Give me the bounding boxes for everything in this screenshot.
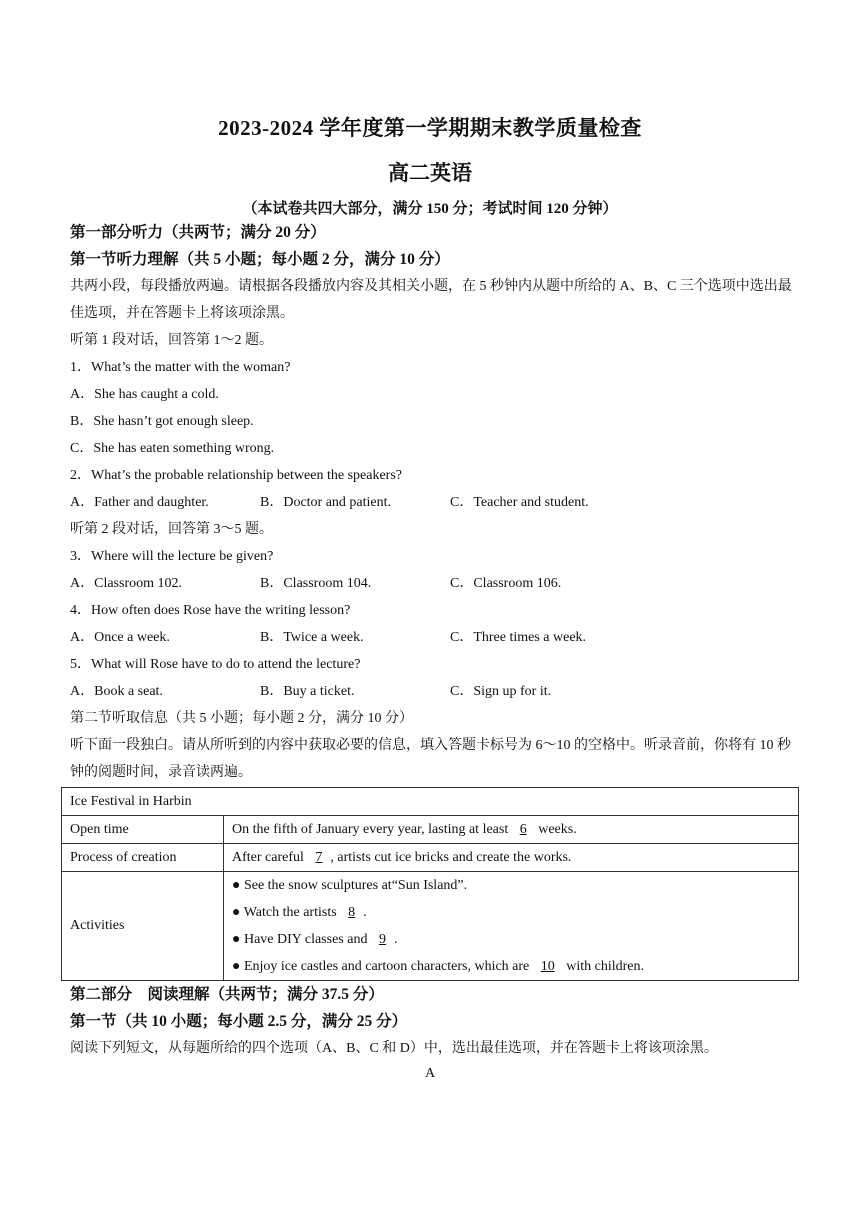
q5-option-c: C．Sign up for it. bbox=[450, 684, 552, 699]
q3-stem: 3．Where will the lecture be given? bbox=[70, 549, 274, 564]
activity-3: ● Have DIY classes and 9 . bbox=[232, 932, 398, 947]
dialogue2-intro: 听第 2 段对话，回答第 3～5 题。 bbox=[70, 522, 273, 537]
q5-options bbox=[70, 678, 800, 705]
q3-option-b: B．Classroom 104. bbox=[260, 576, 372, 591]
q5-option-b: B．Buy a ticket. bbox=[260, 684, 355, 699]
q3-option-c: C．Classroom 106. bbox=[450, 576, 562, 591]
q5-stem: 5．What will Rose have to do to attend the lecture? bbox=[70, 657, 361, 672]
q2-options bbox=[70, 489, 800, 516]
q4-stem: 4．How often does Rose have the writing lesson? bbox=[70, 603, 351, 618]
section1-instructions: 共两小段，每段播放两遍。请根据各段播放内容及其相关小题，在 5 秒钟内从题中所给的 A、B、C 三个选项中选出最佳选项，并在答题卡上将该项涂黑。 bbox=[70, 279, 792, 321]
q1-option-a: A．She has caught a cold. bbox=[70, 387, 219, 402]
dialogue1-intro: 听第 1 段对话，回答第 1～2 题。 bbox=[70, 333, 273, 348]
ice-festival-table bbox=[61, 787, 799, 981]
q4-options bbox=[70, 624, 800, 651]
table-row bbox=[62, 872, 799, 981]
row-value-open-time: On the fifth of January every year, lasting at least 6 weeks. bbox=[224, 816, 799, 844]
blank-7: 7 bbox=[315, 849, 323, 865]
q4-option-b: B．Twice a week. bbox=[260, 630, 364, 645]
row-value-process: After careful 7 , artists cut ice bricks and create the works. bbox=[224, 844, 799, 872]
row-label-activities: Activities bbox=[62, 872, 224, 981]
section2-heading: 第二节听取信息（共 5 小题；每小题 2 分，满分 10 分） bbox=[70, 711, 413, 726]
q2-option-c: C．Teacher and student. bbox=[450, 495, 589, 510]
q4-option-c: C．Three times a week. bbox=[450, 630, 587, 645]
activity-4: ● Enjoy ice castles and cartoon characters, which are 10 with children. bbox=[232, 959, 645, 974]
table-row bbox=[62, 844, 799, 872]
q2-stem: 2．What’s the probable relationship between the speakers? bbox=[70, 468, 402, 483]
q2-option-a: A．Father and daughter. bbox=[70, 495, 209, 510]
section1-heading: 第一节听力理解（共 5 小题；每小题 2 分，满分 10 分） bbox=[70, 251, 450, 268]
table-title: Ice Festival in Harbin bbox=[62, 788, 799, 816]
passage-label: A bbox=[424, 1066, 436, 1081]
q1-option-b: B．She hasn’t got enough sleep. bbox=[70, 414, 254, 429]
part1-block bbox=[70, 219, 800, 786]
q2-option-b: B．Doctor and patient. bbox=[260, 495, 392, 510]
activity-2: ● Watch the artists 8 . bbox=[232, 905, 367, 920]
exam-title: 2023-2024 学年度第一学期期末教学质量检查 bbox=[218, 116, 642, 140]
q3-option-a: A．Classroom 102. bbox=[70, 576, 182, 591]
part2-section1-heading: 第一节（共 10 小题；每小题 2.5 分，满分 25 分） bbox=[70, 1013, 408, 1030]
part2-instructions: 阅读下列短文，从每题所给的四个选项（A、B、C 和 D）中，选出最佳选项，并在答题卡上将该项涂黑。 bbox=[70, 1041, 718, 1056]
row-value-activities bbox=[224, 872, 799, 981]
q5-option-a: A．Book a seat. bbox=[70, 684, 163, 699]
q1-option-c: C．She has eaten something wrong. bbox=[70, 441, 275, 456]
blank-8: 8 bbox=[348, 905, 356, 920]
row-label-process: Process of creation bbox=[62, 844, 224, 872]
part1-heading: 第一部分听力（共两节；满分 20 分） bbox=[70, 224, 326, 241]
section2-instructions: 听下面一段独白。请从所听到的内容中获取必要的信息，填入答题卡标号为 6～10 的空格中。听录音前，你将有 10 秒钟的阅题时间，录音读两遍。 bbox=[70, 738, 791, 780]
blank-6: 6 bbox=[519, 821, 527, 837]
activity-1: ● See the snow sculptures at“Sun Island”. bbox=[232, 878, 468, 893]
exam-note: （本试卷共四大部分，满分 150 分；考试时间 120 分钟） bbox=[242, 201, 618, 217]
q4-option-a: A．Once a week. bbox=[70, 630, 170, 645]
q1-stem: 1．What’s the matter with the woman? bbox=[70, 360, 291, 375]
part2-heading: 第二部分 阅读理解（共两节；满分 37.5 分） bbox=[70, 986, 384, 1003]
blank-10: 10 bbox=[540, 959, 555, 974]
part2-block bbox=[70, 981, 800, 1062]
table-row bbox=[62, 816, 799, 844]
exam-subject: 高二英语 bbox=[388, 161, 472, 185]
blank-9: 9 bbox=[378, 932, 386, 947]
row-label-open-time: Open time bbox=[62, 816, 224, 844]
table-row bbox=[62, 788, 799, 816]
q3-options bbox=[70, 570, 800, 597]
